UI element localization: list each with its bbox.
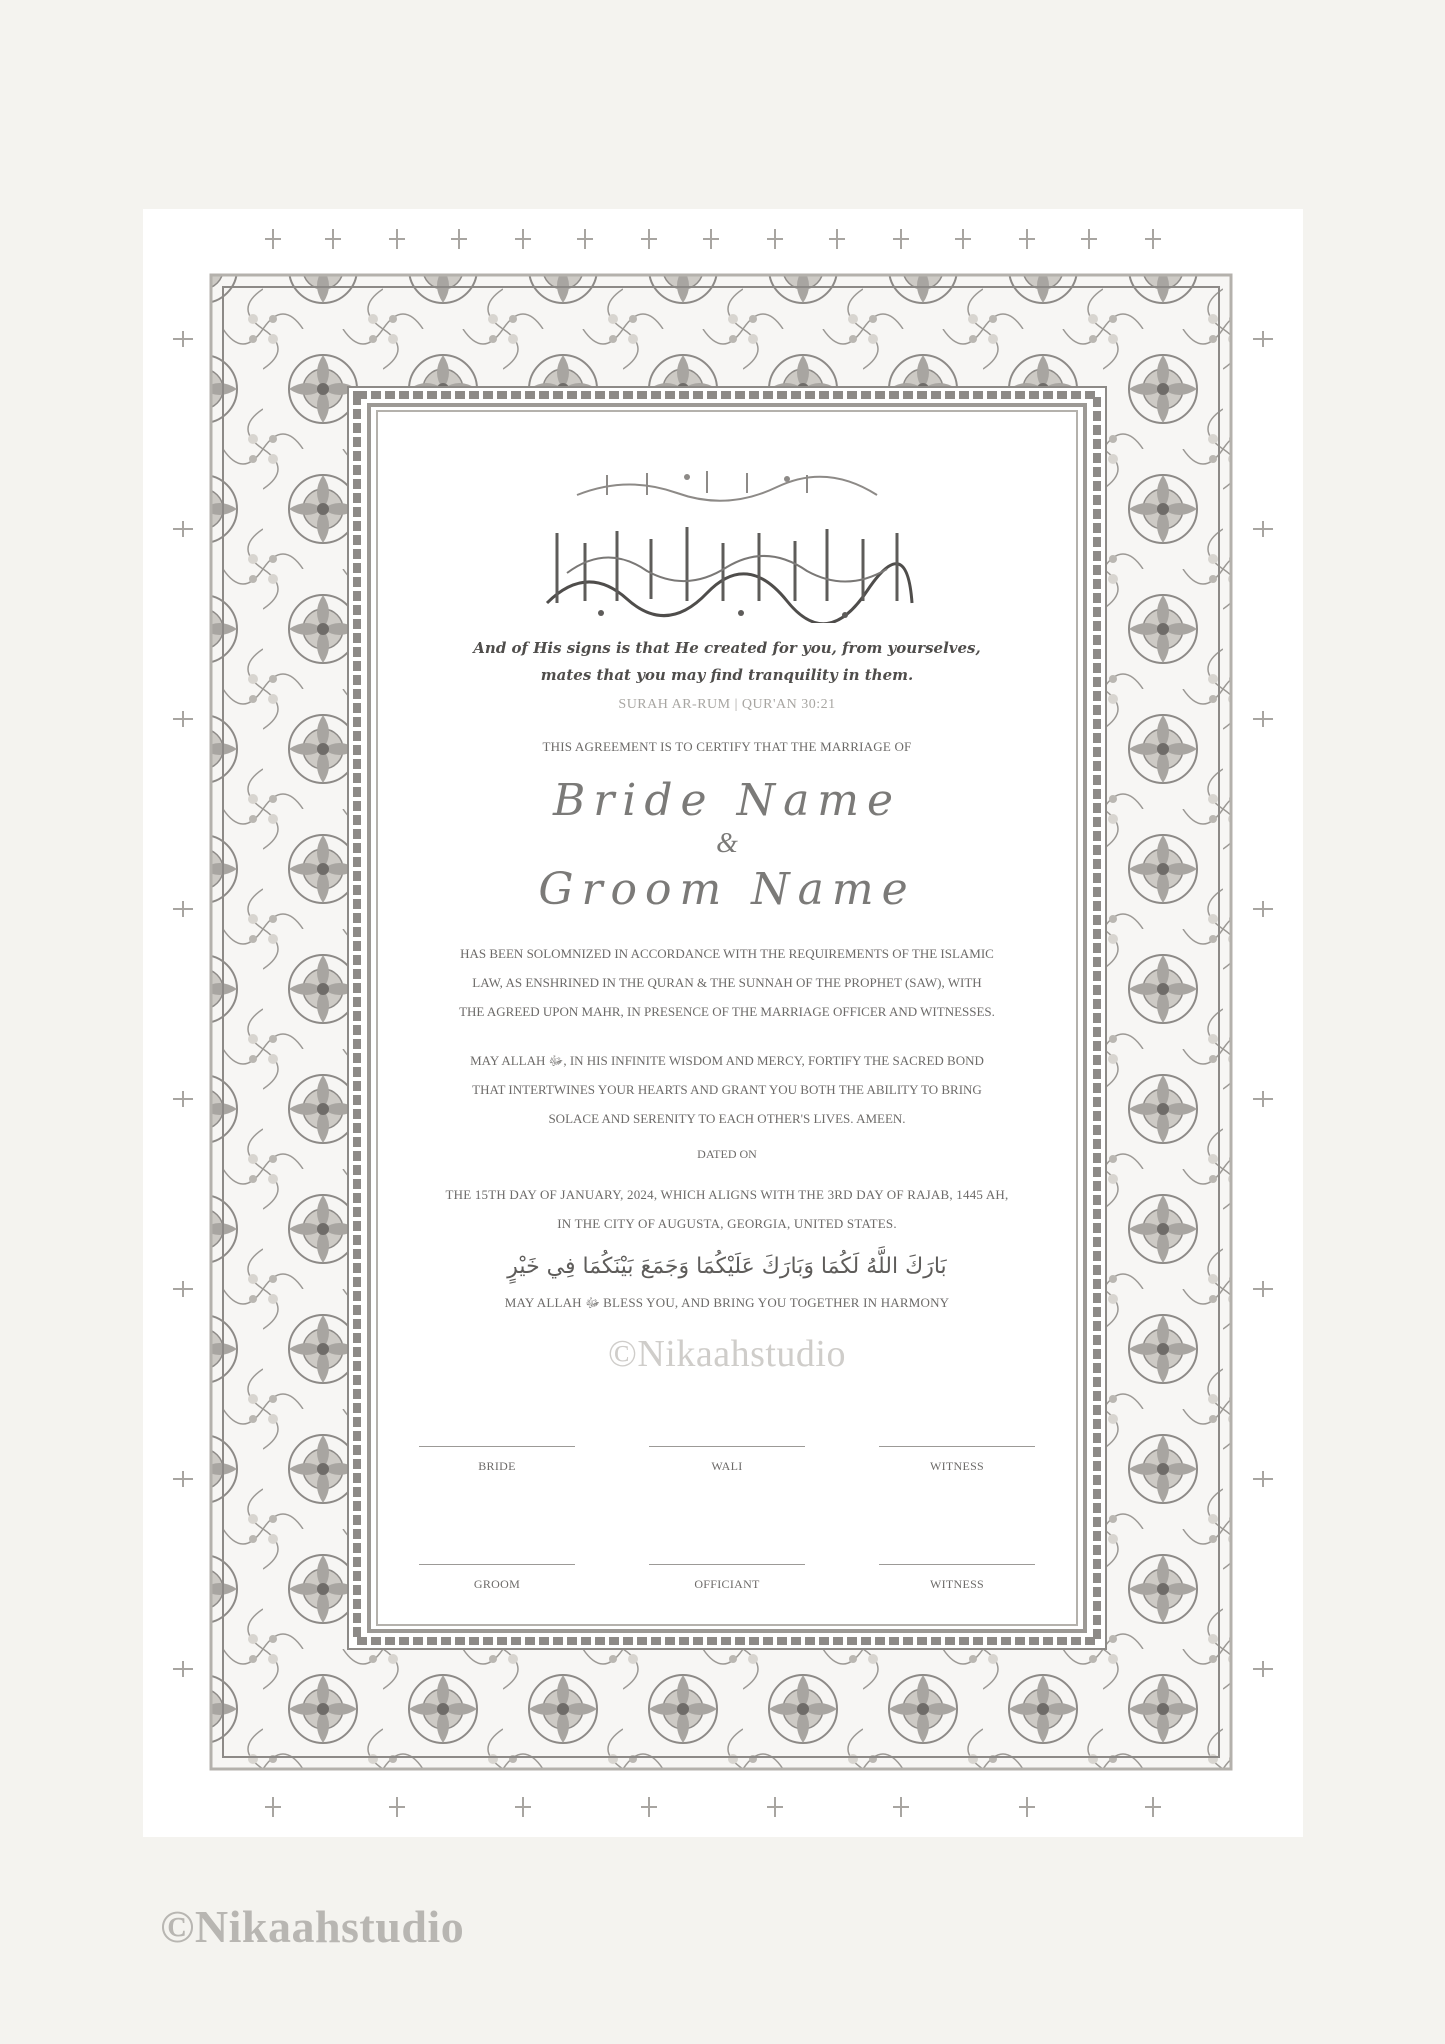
- signature-row-2: [381, 1564, 1073, 1592]
- signature-row-1: [381, 1446, 1073, 1474]
- blessing-line: MAY ALLAH ﷻ BLESS YOU, AND BRING YOU TOGETHER IN HARMONY: [504, 1295, 950, 1310]
- quran-translation: And of His signs is that He created for you, from yourselves, mates that you may find tranquility in them.: [473, 639, 981, 684]
- arabic-dua: بَارَكَ اللَّهُ لَكُمَا وَبَارَكَ عَلَيْكُمَا وَجَمَعَ بَيْنَكُمَا فِي خَيْرٍ: [507, 1254, 947, 1279]
- center-watermark: ©Nikaahstudio: [607, 1333, 846, 1375]
- bismillah-calligraphy: [567, 465, 887, 505]
- groom-name: Groom Name: [538, 864, 916, 915]
- signature-wali: WALI: [649, 1446, 805, 1474]
- certificate-text-panel: [381, 413, 1073, 1623]
- dated-on-label: DATED ON: [697, 1147, 757, 1161]
- ampersand: &: [716, 828, 738, 859]
- certificate-sheet: [143, 209, 1303, 1837]
- certify-heading: THIS AGREEMENT IS TO CERTIFY THAT THE MARRIAGE OF: [542, 739, 912, 754]
- signature-bride: BRIDE: [419, 1446, 575, 1474]
- date-location: THE 15TH DAY OF JANUARY, 2024, WHICH ALIGNS WITH THE 3RD DAY OF RAJAB, 1445 AH, IN THE CITY OF AUGUSTA, GEORGIA, UNITED STATES.: [445, 1187, 1009, 1231]
- surah-reference: SURAH AR-RUM | QUR'AN 30:21: [618, 697, 836, 712]
- footer-watermark: ©Nikaahstudio: [160, 1901, 465, 1952]
- signature-witness-1: WITNESS: [879, 1446, 1035, 1474]
- signature-officiant: OFFICIANT: [649, 1564, 805, 1592]
- solemnization-paragraph: HAS BEEN SOLOMNIZED IN ACCORDANCE WITH THE REQUIREMENTS OF THE ISLAMIC LAW, AS ENSHRINED IN THE QURAN & THE SUNNAH OF THE PROPHET (SAW), WITH THE AGREED UPON MAHR, IN PRESENCE OF THE MARRIAGE OFFICER AND WITNESSES.: [459, 946, 995, 1019]
- bride-name: Bride Name: [552, 775, 902, 826]
- signature-groom: GROOM: [419, 1564, 575, 1592]
- dua-paragraph: MAY ALLAH ﷻ, IN HIS INFINITE WISDOM AND MERCY, FORTIFY THE SACRED BOND THAT INTERTWINES YOUR HEARTS AND GRANT YOU BOTH THE ABILITY TO BRING SOLACE AND SERENITY TO EACH OTHER'S LIVES. AMEEN.: [470, 1053, 984, 1126]
- ayah-calligraphy: [527, 513, 927, 623]
- signature-witness-2: WITNESS: [879, 1564, 1035, 1592]
